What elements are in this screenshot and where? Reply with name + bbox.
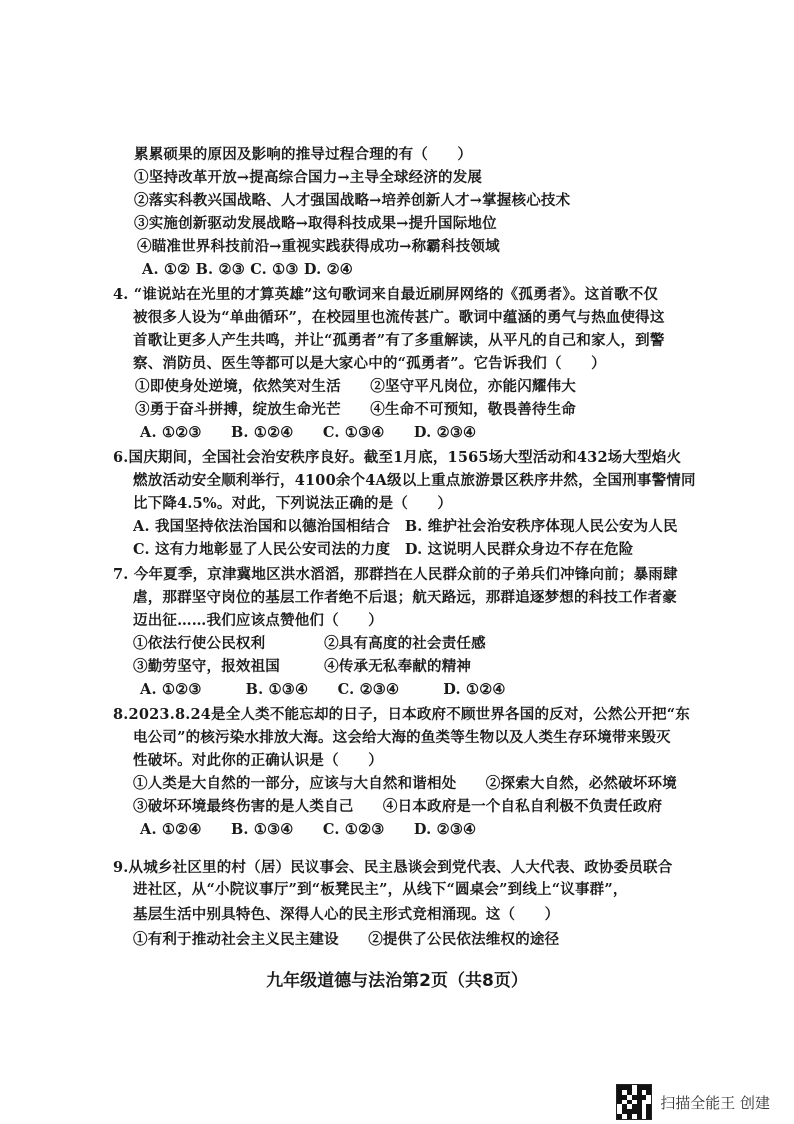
scanner-watermark	[616, 1084, 770, 1120]
text-line: A. ①②④ B. ①③④ C. ①②③ D. ②③④	[140, 821, 477, 838]
text-line: 燃放活动安全顺利举行，4100余个4A级以上重点旅游景区秩序井然，全国刑事警情同	[133, 472, 696, 489]
text-line: C. 这有力地彰显了人民公安司法的力度 D. 这说明人民群众身边不存在危险	[133, 541, 634, 558]
text-line: ①坚持改革开放→提高综合国力→主导全球经济的发展	[134, 169, 483, 186]
text-line: 8.2023.8.24是全人类不能忘却的日子，日本政府不顾世界各国的反对，公然公开把“东	[113, 706, 690, 723]
text-line: 虐，那群坚守岗位的基层工作者绝不后退；航天路远，那群追逐梦想的科技工作者豪	[133, 589, 677, 606]
text-line: 基层生活中别具特色、深得人心的民主形式竞相涌现。这（ ）	[133, 906, 560, 923]
text-line: 进社区，从“小院议事厅”到“板凳民主”，从线下“圆桌会”到线上“议事群”，	[133, 881, 628, 898]
text-line: 被很多人设为“单曲循环”，在校园里也流传甚广。歌词中蕴涵的勇气与热血使得这	[133, 309, 665, 326]
text-line: 性破坏。对此你的正确认识是（ ）	[133, 752, 383, 769]
qr-cell	[646, 1114, 651, 1119]
text-line: 迈出征……我们应该点赞他们（ ）	[133, 612, 383, 629]
text-line: A. 我国坚持依法治国和以德治国相结合 B. 维护社会治安秩序体现人民公安为人民	[133, 518, 678, 535]
text-line: ①即使身处逆境，依然笑对生活 ②坚守平凡岗位，亦能闪耀伟大	[135, 378, 576, 395]
text-line: A. ①② B. ②③ C. ①③ D. ②④	[142, 261, 353, 278]
text-line: ②落实科教兴国战略、人才强国战略→培养创新人才→掌握核心技术	[134, 192, 571, 209]
text-line: 电公司”的核污染水排放大海。这会给大海的鱼类等生物以及人类生存环境带来毁灭	[133, 729, 671, 746]
text-line: 7. 今年夏季，京津冀地区洪水滔滔，那群挡在人民群众前的子弟兵们冲锋向前；暴雨肆	[113, 566, 678, 583]
text-line: 累累硕果的原因及影响的推导过程合理的有（ ）	[134, 146, 473, 163]
text-line: A. ①②③ B. ①③④ C. ②③④ D. ①②④	[140, 681, 506, 698]
text-line: ①人类是大自然的一部分，应该与大自然和谐相处 ②探索大自然，必然破坏环境	[133, 775, 677, 792]
text-line: ④瞄准世界科技前沿→重视实践获得成功→称霸科技领域	[137, 238, 500, 255]
page-footer: 九年级道德与法治第2页（共8页）	[266, 971, 528, 991]
watermark-text: 扫描全能王 创建	[660, 1093, 770, 1112]
text-line: ①依法行使公民权利 ②具有高度的社会责任感	[133, 635, 486, 652]
text-line: ①有利于推动社会主义民主建设 ②提供了公民依法维权的途径	[133, 931, 560, 948]
text-line: 首歌让更多人产生共鸣，并让“孤勇者”有了多重解读，从平凡的自己和家人，到警	[133, 332, 665, 349]
text-line: 比下降4.5%。对此，下列说法正确的是（ ）	[133, 495, 453, 512]
text-line: A. ①②③ B. ①②④ C. ①③④ D. ②③④	[140, 424, 477, 441]
qr-code-icon	[616, 1084, 652, 1120]
text-line: 4. “谁说站在光里的才算英雄”这句歌词来自最近刷屏网络的《孤勇者》。这首歌不仅	[113, 286, 659, 303]
text-line: 6.国庆期间，全国社会治安秩序良好。截至1月底，1565场大型活动和432场大型焰火	[113, 449, 682, 466]
text-line: ③勤劳坚守，报效祖国 ④传承无私奉献的精神	[133, 658, 472, 675]
text-line: 9.从城乡社区里的村（居）民议事会、民主恳谈会到党代表、人大代表、政协委员联合	[113, 859, 673, 876]
text-line: 察、消防员、医生等都可以是大家心中的“孤勇者”。它告诉我们（ ）	[133, 355, 606, 372]
text-line: ③破坏环境最终伤害的是人类自己 ④日本政府是一个自私自利极不负责任政府	[133, 798, 663, 815]
text-line: ③实施创新驱动发展战略→取得科技成果→提升国际地位	[134, 215, 497, 232]
text-line: ③勇于奋斗拼搏，绽放生命光芒 ④生命不可预知，敬畏善待生命	[135, 401, 576, 418]
